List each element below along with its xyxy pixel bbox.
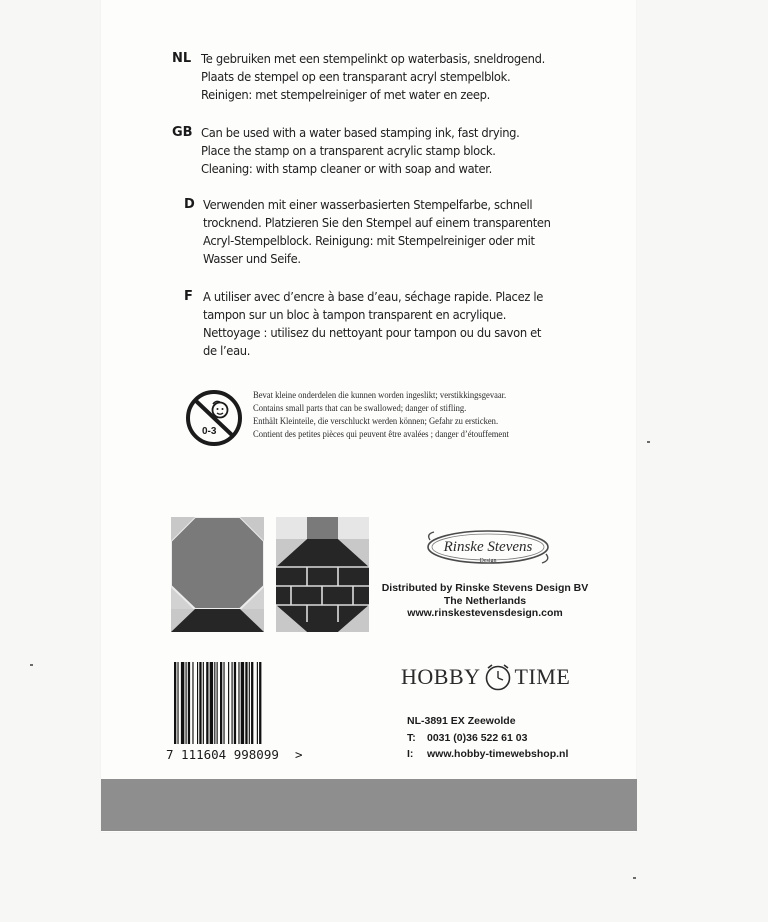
barcode-bar — [188, 662, 190, 744]
instruction-line: Place the stamp on a transparent acrylic stamp block. — [201, 143, 496, 158]
address: NL-3891 EX Zeewolde — [407, 715, 516, 727]
no-children-under-3-icon — [183, 389, 245, 447]
logo-text: Rinske Stevens — [443, 539, 533, 555]
instruction-line: A utiliser avec d’encre à base d’eau, séchage rapide. Placez le — [203, 289, 544, 304]
web-label: I: — [407, 748, 414, 761]
barcode-suffix: > — [295, 747, 303, 760]
barcode-bar — [259, 662, 261, 744]
barcode-bar — [234, 662, 236, 744]
instruction-text — [203, 288, 556, 360]
age-label: 0-3 — [202, 426, 217, 437]
barcode-bar — [197, 662, 198, 744]
warning-line: Enthält Kleinteile, die verschluckt werden können; Gefahr zu ersticken. — [253, 417, 499, 427]
clock-icon — [483, 662, 513, 692]
contact-info — [407, 713, 568, 763]
choking-warning — [253, 390, 509, 442]
instruction-line: Nettoyage : utilisez du nettoyant pour tampon ou du savon et — [203, 325, 542, 340]
barcode-bar — [186, 662, 187, 744]
logo-subtext: Design — [479, 558, 497, 564]
instruction-line: tampon sur un bloc à tampon transparent en acrylique. — [203, 307, 507, 322]
rinske-stevens-logo — [424, 524, 552, 572]
web-row — [407, 746, 568, 763]
instruction-text — [203, 196, 556, 268]
barcode-bar — [220, 662, 222, 744]
barcode — [166, 660, 306, 760]
hobby-text: HOBBY — [401, 664, 481, 689]
barcode-bar — [217, 662, 218, 744]
gray-footer-band — [101, 779, 637, 831]
warning-line: Contient des petites pièces qui peuvent être avalées ; danger d’étouffement — [253, 430, 509, 440]
barcode-bar — [245, 662, 247, 744]
stamp-design-octagon — [171, 517, 264, 632]
language-code: F — [184, 289, 193, 304]
language-code: D — [184, 197, 195, 212]
scan-speck — [633, 877, 636, 879]
instruction-text — [201, 50, 554, 104]
scan-speck — [647, 441, 650, 443]
instruction-line: Can be used with a water based stamping ink, fast drying. — [201, 125, 520, 140]
instruction-line: trocknend. Platzieren Sie den Stempel auf einem transparenten — [203, 215, 551, 230]
hobby-time-logo — [401, 660, 570, 694]
distributor-country: The Netherlands — [443, 594, 527, 607]
phone-row — [407, 730, 568, 747]
barcode-bar — [199, 662, 201, 744]
barcode-bar — [241, 662, 244, 744]
distributor-website: www.rinskestevensdesign.com — [407, 607, 563, 619]
barcode-bar — [238, 662, 239, 744]
phone-number: 0031 (0)36 522 61 03 — [427, 731, 528, 744]
barcode-bar — [174, 662, 176, 744]
instruction-line: Wasser und Seife. — [203, 251, 301, 266]
barcode-bar — [257, 662, 258, 744]
language-code: NL — [172, 51, 192, 66]
warning-line: Bevat kleine onderdelen die kunnen worden ingeslikt; verstikkingsgevaar. — [253, 391, 507, 401]
barcode-bar — [223, 662, 224, 744]
instruction-line: Reinigen: met stempelreiniger of met water en zeep. — [201, 87, 490, 102]
barcode-bar — [232, 662, 233, 744]
barcode-bar — [192, 662, 193, 744]
distributor-name: Distributed by Rinske Stevens Design BV — [381, 582, 589, 594]
instruction-line: Verwenden mit einer wasserbasierten Stempelfarbe, schnell — [203, 197, 533, 212]
barcode-bar — [177, 662, 178, 744]
distributor-info — [370, 582, 600, 620]
warning-line: Contains small parts that can be swallowed; danger of stifling. — [253, 404, 467, 414]
web-address: www.hobby-timewebshop.nl — [427, 748, 569, 761]
instruction-line: Cleaning: with stamp cleaner or with soap and water. — [201, 161, 492, 176]
barcode-bar — [214, 662, 215, 744]
instruction-text — [201, 124, 554, 178]
barcode-bar — [210, 662, 213, 744]
barcode-bar — [228, 662, 229, 744]
barcode-bar — [181, 662, 184, 744]
time-text: TIME — [514, 664, 571, 689]
stamp-design-brick-octagon — [276, 517, 369, 632]
scan-speck — [30, 664, 33, 666]
phone-label: T: — [407, 731, 416, 744]
instruction-line: Acryl-Stempelblock. Reinigung: mit Stempelreiniger oder mit — [203, 233, 535, 248]
barcode-bar — [203, 662, 204, 744]
barcode-bar — [251, 662, 253, 744]
instruction-line: de l’eau. — [203, 343, 251, 358]
language-code: GB — [172, 125, 193, 140]
barcode-bar — [206, 662, 208, 744]
barcode-number: 7 111604 998099 — [166, 747, 279, 760]
instruction-line: Plaats de stempel op een transparant acryl stempelblok. — [201, 69, 511, 84]
instruction-line: Te gebruiken met een stempelinkt op waterbasis, sneldrogend. — [201, 51, 545, 66]
barcode-bar — [249, 662, 250, 744]
